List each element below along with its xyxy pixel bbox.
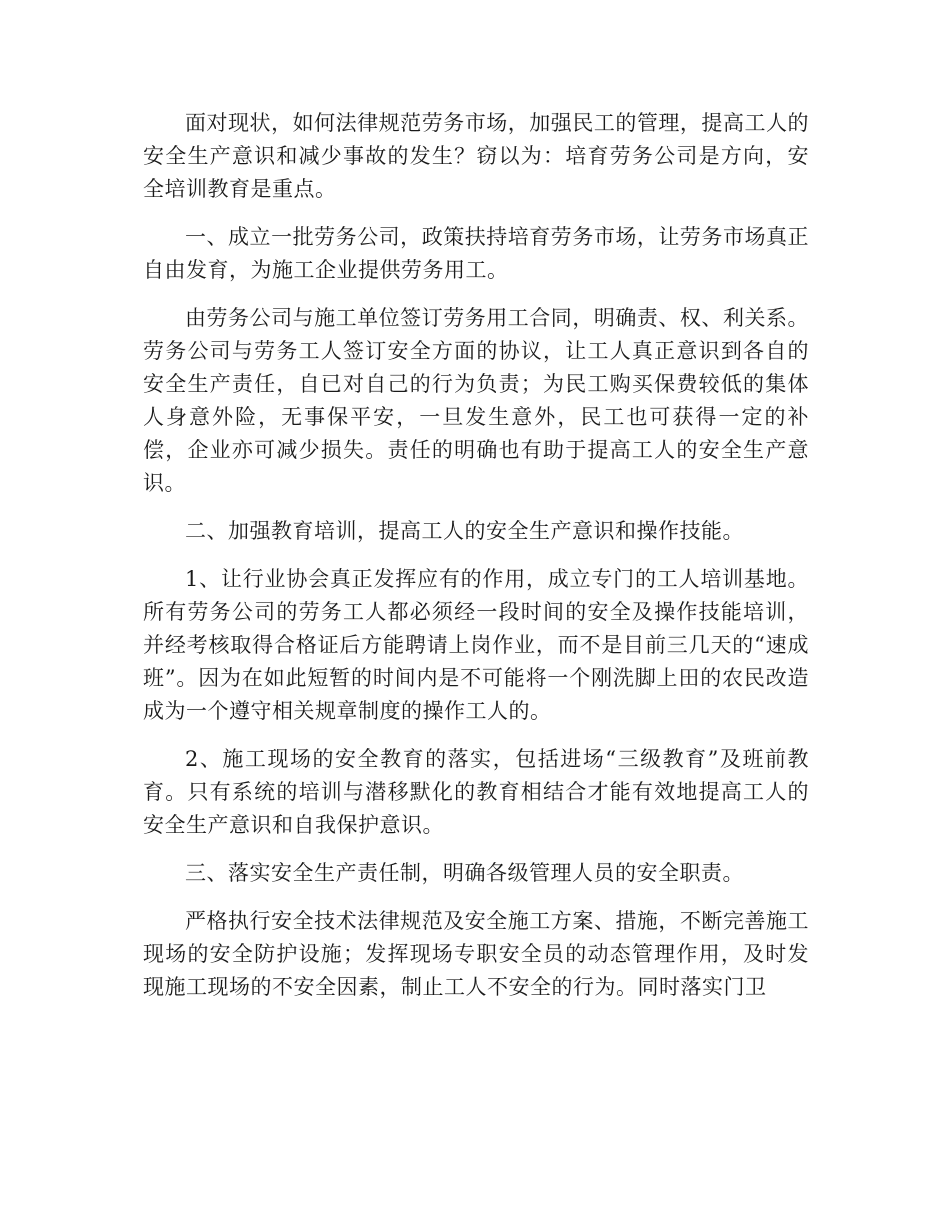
paragraph-section-1-body: 由劳务公司与施工单位签订劳务用工合同，明确责、权、利关系。劳务公司与劳务工人签订安全方面的协议，让工人真正意识到各自的安全生产责任，自已对自己的行为负责；为民工购买保费较低的集体人身意外险，无事保平安，一旦发生意外，民工也可获得一定的补偿，企业亦可减少损失。责任的明确也有助于提高工人的安全生产意识。: [143, 306, 809, 495]
paragraph-section-2-item-1: 1、让行业协会真正发挥应有的作用，成立专门的工人培训基地。所有劳务公司的劳务工人都必须经一段时间的安全及操作技能培训，并经考核取得合格证后方能聘请上岗作业，而不是目前三几天的“速成班”。因为在如此短暂的时间内是不可能将一个刚洗脚上田的农民改造成为一个遵守相关规章制度的操作工人的。: [143, 567, 809, 723]
document-body: [143, 107, 809, 1019]
paragraph-intro: 面对现状，如何法律规范劳务市场，加强民工的管理，提高工人的安全生产意识和减少事故的发生？窃以为：培育劳务公司是方向，安全培训教育是重点。: [143, 111, 809, 201]
paragraph-section-2-heading: 二、加强教育培训，提高工人的安全生产意识和操作技能。: [185, 519, 744, 543]
paragraph-section-3-heading: 三、落实安全生产责任制，明确各级管理人员的安全职责。: [185, 861, 744, 885]
paragraph-section-3-body: 严格执行安全技术法律规范及安全施工方案、措施，不断完善施工现场的安全防护设施；发挥现场专职安全员的动态管理作用，及时发现施工现场的不安全因素，制止工人不安全的行为。同时落实门卫: [143, 909, 809, 999]
paragraph-section-2-item-2: 2、施工现场的安全教育的落实，包括进场“三级教育”及班前教育。只有系统的培训与潜移默化的教育相结合才能有效地提高工人的安全生产意识和自我保护意识。: [143, 747, 809, 837]
paragraph-section-1-heading: 一、成立一批劳务公司，政策扶持培育劳务市场，让劳务市场真正自由发育，为施工企业提供劳务用工。: [143, 225, 809, 282]
